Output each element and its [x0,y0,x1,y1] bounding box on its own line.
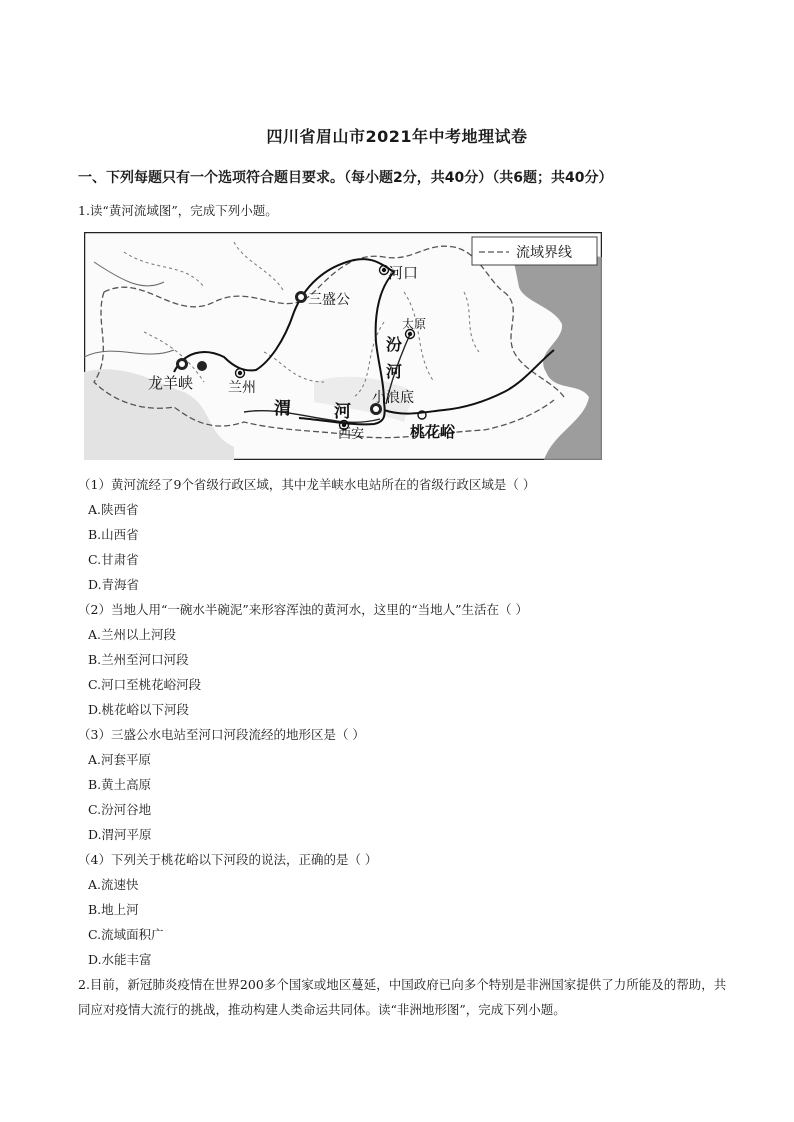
map-legend-label: 流域界线 [516,245,572,261]
sub-question-1-stem: （1）黄河流经了9个省级行政区域，其中龙羊峡水电站所在的省级行政区域是（ ） [78,477,536,492]
yellow-river-map [84,232,602,460]
label-lanzhou: 兰州 [228,380,256,396]
label-taohuayu: 桃花峪 [410,423,456,441]
label-he-wei: 河 [334,402,351,422]
option-1d: D.青海省 [88,577,140,592]
label-sanshenggong: 三盛公 [308,292,350,308]
sub-question-3-stem: （3）三盛公水电站至河口河段流经的地形区是（ ） [78,727,365,742]
option-3b: B.黄土高原 [88,777,152,792]
label-taiyuan: 太原 [402,317,427,331]
question-1-stem: 1.读“黄河流域图”，完成下列小题。 [78,203,278,218]
option-4a: A.流速快 [88,877,139,892]
label-wei: 渭 [274,399,291,419]
label-xiaolangdi: 小浪底 [372,390,414,406]
question-2-text: 2.目前，新冠肺炎疫情在世界200多个国家或地区蔓延，中国政府已向多个特别是非洲国家提供了力所能及的帮助，共同应对疫情大流行的挑战，推动构建人类命运共同体。读“非洲地形图”，完成下列小题。 [78,977,727,1017]
hydropower-star-icon [176,358,188,370]
label-xian: 西安 [338,427,365,442]
label-longyangxia: 龙羊峡 [148,374,194,392]
option-4b: B.地上河 [88,902,139,917]
hydropower-star-icon [295,291,307,303]
option-1c: C.甘肃省 [88,552,139,567]
option-1a: A.陕西省 [88,502,139,517]
option-2a: A.兰州以上河段 [88,627,177,642]
sub-question-4-stem: （4）下列关于桃花峪以下河段的说法，正确的是（ ） [78,852,378,867]
option-3a: A.河套平原 [88,752,152,767]
option-2c: C.河口至桃花峪河段 [88,677,202,692]
sub-question-2-stem: （2）当地人用“一碗水半碗泥”来形容浑浊的黄河水，这里的“当地人”生活在（ ） [78,602,528,617]
option-4c: C.流域面积广 [88,927,164,942]
option-3d: D.渭河平原 [88,827,152,842]
page-title: 四川省眉山市2021年中考地理试卷 [266,127,528,146]
option-4d: D.水能丰富 [88,952,152,967]
option-2b: B.兰州至河口河段 [88,652,189,667]
option-2d: D.桃花峪以下河段 [88,702,190,717]
option-3c: C.汾河谷地 [88,802,152,817]
label-hekou: 河口 [388,264,419,282]
option-1b: B.山西省 [88,527,139,542]
label-he-fen: 河 [386,362,403,381]
section-heading: 一、下列每题只有一个选项符合题目要求。（每小题2分，共40分）（共6题；共40分） [78,170,613,186]
hydropower-star-icon [197,361,207,371]
label-fen: 汾 [386,335,403,354]
